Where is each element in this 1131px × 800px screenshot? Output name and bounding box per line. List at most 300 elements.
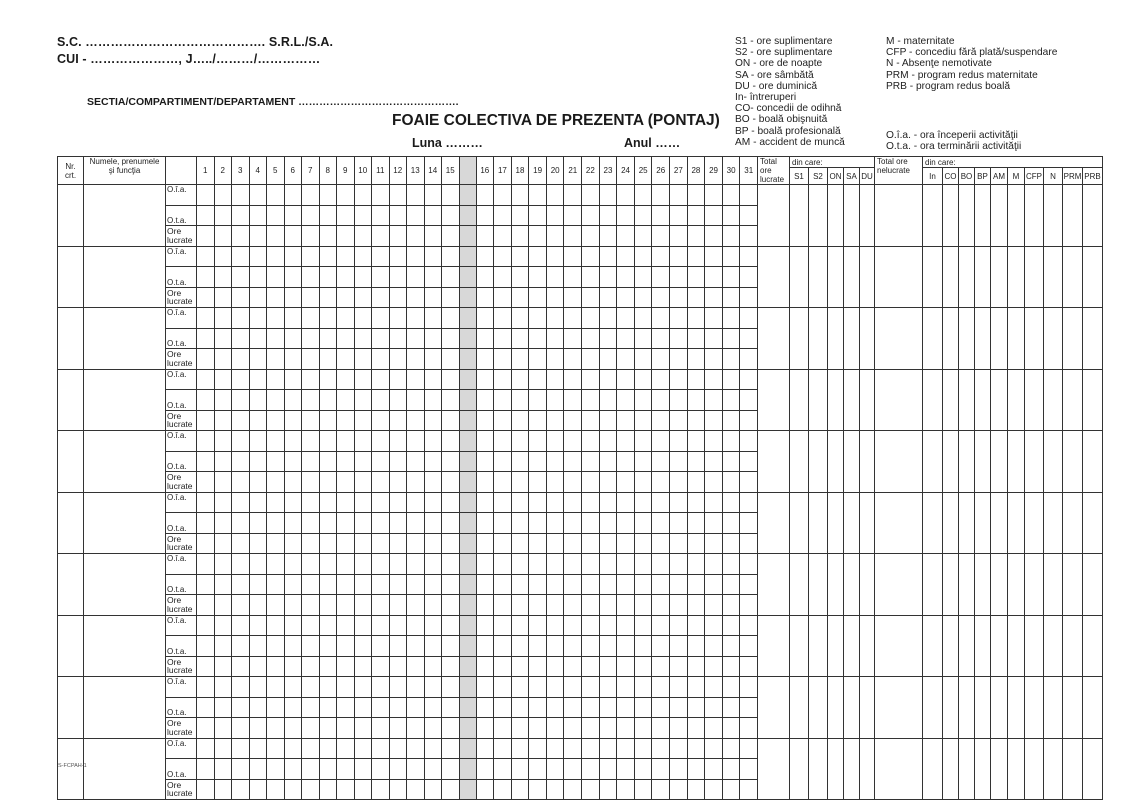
- cell-day[interactable]: [634, 656, 652, 677]
- cell-worked-code[interactable]: [844, 431, 860, 493]
- cell-day[interactable]: [582, 779, 600, 800]
- cell-worked-code[interactable]: [790, 492, 809, 554]
- cell-day[interactable]: [722, 718, 740, 739]
- cell-day[interactable]: [634, 451, 652, 472]
- cell-day[interactable]: [214, 308, 232, 329]
- cell-worked-code[interactable]: [844, 246, 860, 308]
- cell-day[interactable]: [652, 697, 670, 718]
- cell-day[interactable]: [354, 656, 372, 677]
- cell-worked-code[interactable]: [828, 246, 844, 308]
- cell-day[interactable]: [652, 410, 670, 431]
- cell-day[interactable]: [476, 554, 494, 575]
- cell-day[interactable]: [372, 410, 390, 431]
- cell-day[interactable]: [722, 779, 740, 800]
- cell-day[interactable]: [372, 451, 390, 472]
- cell-day[interactable]: [582, 451, 600, 472]
- cell-day[interactable]: [389, 636, 407, 657]
- cell-day[interactable]: [546, 328, 564, 349]
- cell-not-worked-code[interactable]: [959, 554, 975, 616]
- cell-day[interactable]: [687, 738, 705, 759]
- cell-day[interactable]: [494, 390, 512, 411]
- cell-day[interactable]: [389, 349, 407, 370]
- cell-total-worked[interactable]: [758, 554, 790, 616]
- cell-worked-code[interactable]: [860, 738, 875, 800]
- cell-not-worked-code[interactable]: [991, 677, 1008, 739]
- cell-day[interactable]: [249, 615, 267, 636]
- cell-day[interactable]: [511, 472, 529, 493]
- cell-day[interactable]: [494, 759, 512, 780]
- cell-day[interactable]: [476, 205, 494, 226]
- cell-day[interactable]: [302, 246, 320, 267]
- cell-day[interactable]: [529, 308, 547, 329]
- cell-day[interactable]: [407, 492, 425, 513]
- cell-day[interactable]: [722, 554, 740, 575]
- cell-day[interactable]: [424, 697, 442, 718]
- cell-not-worked-code[interactable]: [1044, 738, 1063, 800]
- cell-day[interactable]: [511, 595, 529, 616]
- cell-day[interactable]: [232, 595, 250, 616]
- cell-total-worked[interactable]: [758, 369, 790, 431]
- cell-day[interactable]: [546, 246, 564, 267]
- cell-day[interactable]: [302, 390, 320, 411]
- cell-day[interactable]: [546, 615, 564, 636]
- cell-day[interactable]: [232, 533, 250, 554]
- cell-not-worked-code[interactable]: [959, 431, 975, 493]
- cell-day[interactable]: [511, 718, 529, 739]
- cell-day[interactable]: [476, 410, 494, 431]
- cell-day[interactable]: [337, 636, 355, 657]
- cell-day[interactable]: [511, 390, 529, 411]
- cell-day[interactable]: [337, 369, 355, 390]
- cell-day[interactable]: [617, 595, 635, 616]
- cell-not-worked-code[interactable]: [943, 431, 959, 493]
- cell-day[interactable]: [670, 328, 688, 349]
- cell-day[interactable]: [652, 431, 670, 452]
- cell-day[interactable]: [529, 226, 547, 247]
- cell-not-worked-code[interactable]: [1083, 431, 1103, 493]
- cell-not-worked-code[interactable]: [1008, 554, 1025, 616]
- cell-day[interactable]: [407, 267, 425, 288]
- cell-day[interactable]: [214, 595, 232, 616]
- cell-day[interactable]: [302, 595, 320, 616]
- cell-day[interactable]: [284, 718, 302, 739]
- cell-day[interactable]: [284, 738, 302, 759]
- cell-day[interactable]: [354, 677, 372, 698]
- cell-day[interactable]: [529, 718, 547, 739]
- cell-nr-crt[interactable]: [58, 677, 84, 739]
- cell-day[interactable]: [670, 677, 688, 698]
- cell-day[interactable]: [476, 738, 494, 759]
- cell-day[interactable]: [494, 615, 512, 636]
- cell-nr-crt[interactable]: [58, 308, 84, 370]
- cell-worked-code[interactable]: [844, 677, 860, 739]
- cell-day[interactable]: [476, 349, 494, 370]
- cell-day[interactable]: [424, 226, 442, 247]
- cell-day[interactable]: [529, 595, 547, 616]
- cell-day[interactable]: [652, 677, 670, 698]
- cell-day[interactable]: [582, 390, 600, 411]
- cell-day[interactable]: [687, 513, 705, 534]
- cell-day[interactable]: [337, 718, 355, 739]
- cell-day[interactable]: [372, 246, 390, 267]
- cell-day[interactable]: [214, 369, 232, 390]
- cell-day[interactable]: [582, 574, 600, 595]
- cell-day[interactable]: [511, 656, 529, 677]
- cell-day[interactable]: [511, 697, 529, 718]
- cell-day[interactable]: [302, 226, 320, 247]
- cell-day[interactable]: [372, 267, 390, 288]
- cell-worked-code[interactable]: [809, 308, 828, 370]
- cell-day[interactable]: [705, 677, 723, 698]
- cell-day[interactable]: [511, 759, 529, 780]
- cell-day[interactable]: [582, 738, 600, 759]
- cell-day[interactable]: [284, 574, 302, 595]
- cell-day[interactable]: [705, 513, 723, 534]
- cell-day[interactable]: [652, 328, 670, 349]
- cell-day[interactable]: [302, 185, 320, 206]
- cell-day[interactable]: [389, 615, 407, 636]
- cell-not-worked-code[interactable]: [991, 185, 1008, 247]
- cell-day[interactable]: [354, 328, 372, 349]
- cell-day[interactable]: [670, 779, 688, 800]
- cell-name-function[interactable]: [84, 677, 166, 739]
- cell-day[interactable]: [214, 226, 232, 247]
- cell-day[interactable]: [652, 615, 670, 636]
- cell-not-worked-code[interactable]: [923, 492, 943, 554]
- cell-not-worked-code[interactable]: [975, 615, 991, 677]
- cell-worked-code[interactable]: [844, 369, 860, 431]
- cell-day[interactable]: [599, 636, 617, 657]
- cell-day[interactable]: [197, 779, 215, 800]
- cell-worked-code[interactable]: [828, 369, 844, 431]
- cell-day[interactable]: [197, 308, 215, 329]
- cell-day[interactable]: [372, 759, 390, 780]
- cell-day[interactable]: [319, 369, 337, 390]
- cell-not-worked-code[interactable]: [991, 492, 1008, 554]
- cell-day[interactable]: [389, 492, 407, 513]
- cell-not-worked-code[interactable]: [1083, 369, 1103, 431]
- cell-day[interactable]: [442, 328, 460, 349]
- cell-day[interactable]: [232, 390, 250, 411]
- cell-not-worked-code[interactable]: [991, 738, 1008, 800]
- cell-day[interactable]: [232, 615, 250, 636]
- cell-day[interactable]: [722, 431, 740, 452]
- cell-not-worked-code[interactable]: [1025, 308, 1044, 370]
- cell-day[interactable]: [424, 656, 442, 677]
- cell-day[interactable]: [267, 226, 285, 247]
- cell-day[interactable]: [214, 246, 232, 267]
- cell-worked-code[interactable]: [828, 431, 844, 493]
- cell-worked-code[interactable]: [844, 185, 860, 247]
- cell-not-worked-code[interactable]: [1044, 554, 1063, 616]
- cell-day[interactable]: [372, 595, 390, 616]
- cell-day[interactable]: [546, 779, 564, 800]
- cell-day[interactable]: [511, 328, 529, 349]
- cell-day[interactable]: [494, 267, 512, 288]
- cell-day[interactable]: [687, 636, 705, 657]
- cell-worked-code[interactable]: [790, 677, 809, 739]
- cell-day[interactable]: [476, 308, 494, 329]
- cell-day[interactable]: [407, 185, 425, 206]
- cell-day[interactable]: [442, 574, 460, 595]
- cell-worked-code[interactable]: [844, 308, 860, 370]
- cell-day[interactable]: [494, 533, 512, 554]
- cell-day[interactable]: [705, 656, 723, 677]
- cell-day[interactable]: [564, 451, 582, 472]
- cell-day[interactable]: [494, 677, 512, 698]
- cell-day[interactable]: [740, 185, 758, 206]
- cell-day[interactable]: [319, 308, 337, 329]
- cell-day[interactable]: [319, 554, 337, 575]
- cell-day[interactable]: [494, 328, 512, 349]
- cell-day[interactable]: [529, 513, 547, 534]
- cell-worked-code[interactable]: [809, 246, 828, 308]
- cell-day[interactable]: [740, 636, 758, 657]
- cell-day[interactable]: [232, 431, 250, 452]
- cell-day[interactable]: [249, 513, 267, 534]
- cell-day[interactable]: [582, 369, 600, 390]
- cell-day[interactable]: [214, 779, 232, 800]
- cell-day[interactable]: [476, 328, 494, 349]
- cell-day[interactable]: [599, 369, 617, 390]
- cell-day[interactable]: [634, 574, 652, 595]
- cell-day[interactable]: [617, 226, 635, 247]
- cell-day[interactable]: [617, 513, 635, 534]
- cell-day[interactable]: [389, 472, 407, 493]
- cell-day[interactable]: [267, 513, 285, 534]
- cell-day[interactable]: [389, 677, 407, 698]
- cell-day[interactable]: [249, 718, 267, 739]
- cell-day[interactable]: [442, 349, 460, 370]
- cell-day[interactable]: [634, 369, 652, 390]
- cell-not-worked-code[interactable]: [943, 554, 959, 616]
- cell-worked-code[interactable]: [809, 369, 828, 431]
- cell-day[interactable]: [232, 738, 250, 759]
- cell-day[interactable]: [214, 328, 232, 349]
- cell-day[interactable]: [214, 349, 232, 370]
- cell-worked-code[interactable]: [828, 677, 844, 739]
- cell-day[interactable]: [267, 677, 285, 698]
- cell-day[interactable]: [599, 287, 617, 308]
- cell-day[interactable]: [267, 595, 285, 616]
- cell-day[interactable]: [740, 287, 758, 308]
- cell-day[interactable]: [267, 410, 285, 431]
- cell-day[interactable]: [511, 554, 529, 575]
- cell-day[interactable]: [670, 267, 688, 288]
- cell-day[interactable]: [511, 349, 529, 370]
- cell-day[interactable]: [617, 267, 635, 288]
- cell-day[interactable]: [582, 492, 600, 513]
- cell-day[interactable]: [705, 328, 723, 349]
- cell-day[interactable]: [424, 636, 442, 657]
- cell-day[interactable]: [476, 615, 494, 636]
- cell-day[interactable]: [494, 554, 512, 575]
- cell-day[interactable]: [354, 697, 372, 718]
- cell-day[interactable]: [197, 267, 215, 288]
- cell-not-worked-code[interactable]: [1083, 492, 1103, 554]
- cell-day[interactable]: [740, 308, 758, 329]
- cell-day[interactable]: [740, 492, 758, 513]
- cell-day[interactable]: [214, 267, 232, 288]
- cell-day[interactable]: [319, 697, 337, 718]
- cell-day[interactable]: [337, 246, 355, 267]
- cell-day[interactable]: [442, 513, 460, 534]
- cell-day[interactable]: [705, 554, 723, 575]
- cell-day[interactable]: [582, 677, 600, 698]
- cell-day[interactable]: [354, 410, 372, 431]
- cell-worked-code[interactable]: [828, 554, 844, 616]
- cell-day[interactable]: [442, 615, 460, 636]
- cell-day[interactable]: [442, 656, 460, 677]
- cell-day[interactable]: [740, 513, 758, 534]
- cell-day[interactable]: [529, 472, 547, 493]
- cell-day[interactable]: [546, 595, 564, 616]
- cell-day[interactable]: [442, 369, 460, 390]
- cell-day[interactable]: [617, 533, 635, 554]
- cell-day[interactable]: [722, 451, 740, 472]
- cell-day[interactable]: [372, 472, 390, 493]
- cell-not-worked-code[interactable]: [1008, 492, 1025, 554]
- cell-day[interactable]: [197, 738, 215, 759]
- cell-day[interactable]: [372, 308, 390, 329]
- cell-day[interactable]: [372, 205, 390, 226]
- cell-day[interactable]: [670, 246, 688, 267]
- cell-day[interactable]: [197, 697, 215, 718]
- cell-day[interactable]: [354, 472, 372, 493]
- cell-day[interactable]: [511, 492, 529, 513]
- cell-day[interactable]: [511, 738, 529, 759]
- cell-day[interactable]: [511, 308, 529, 329]
- cell-day[interactable]: [687, 185, 705, 206]
- cell-not-worked-code[interactable]: [975, 308, 991, 370]
- cell-day[interactable]: [372, 615, 390, 636]
- cell-not-worked-code[interactable]: [1063, 185, 1083, 247]
- cell-day[interactable]: [284, 656, 302, 677]
- cell-day[interactable]: [407, 513, 425, 534]
- cell-worked-code[interactable]: [860, 369, 875, 431]
- cell-day[interactable]: [319, 779, 337, 800]
- cell-day[interactable]: [372, 656, 390, 677]
- cell-day[interactable]: [511, 615, 529, 636]
- cell-day[interactable]: [511, 226, 529, 247]
- cell-not-worked-code[interactable]: [991, 369, 1008, 431]
- cell-day[interactable]: [302, 349, 320, 370]
- cell-day[interactable]: [634, 431, 652, 452]
- cell-worked-code[interactable]: [860, 308, 875, 370]
- cell-day[interactable]: [494, 431, 512, 452]
- cell-day[interactable]: [494, 656, 512, 677]
- cell-day[interactable]: [634, 472, 652, 493]
- cell-day[interactable]: [617, 656, 635, 677]
- cell-day[interactable]: [599, 554, 617, 575]
- cell-day[interactable]: [494, 595, 512, 616]
- cell-day[interactable]: [652, 779, 670, 800]
- cell-day[interactable]: [705, 349, 723, 370]
- cell-day[interactable]: [652, 718, 670, 739]
- cell-not-worked-code[interactable]: [923, 615, 943, 677]
- cell-not-worked-code[interactable]: [1008, 738, 1025, 800]
- cell-day[interactable]: [389, 431, 407, 452]
- cell-not-worked-code[interactable]: [1063, 554, 1083, 616]
- cell-not-worked-code[interactable]: [975, 246, 991, 308]
- cell-day[interactable]: [529, 390, 547, 411]
- cell-day[interactable]: [424, 472, 442, 493]
- cell-day[interactable]: [284, 185, 302, 206]
- cell-day[interactable]: [652, 656, 670, 677]
- cell-day[interactable]: [267, 287, 285, 308]
- cell-day[interactable]: [249, 759, 267, 780]
- cell-name-function[interactable]: [84, 615, 166, 677]
- cell-day[interactable]: [214, 636, 232, 657]
- cell-day[interactable]: [564, 472, 582, 493]
- cell-day[interactable]: [267, 656, 285, 677]
- cell-day[interactable]: [494, 738, 512, 759]
- cell-not-worked-code[interactable]: [959, 492, 975, 554]
- cell-day[interactable]: [337, 328, 355, 349]
- cell-day[interactable]: [617, 410, 635, 431]
- cell-not-worked-code[interactable]: [1025, 492, 1044, 554]
- cell-day[interactable]: [705, 697, 723, 718]
- cell-day[interactable]: [687, 533, 705, 554]
- cell-day[interactable]: [722, 410, 740, 431]
- cell-day[interactable]: [424, 349, 442, 370]
- cell-day[interactable]: [319, 267, 337, 288]
- cell-day[interactable]: [705, 410, 723, 431]
- cell-worked-code[interactable]: [828, 185, 844, 247]
- cell-day[interactable]: [617, 451, 635, 472]
- cell-not-worked-code[interactable]: [1083, 554, 1103, 616]
- cell-day[interactable]: [476, 431, 494, 452]
- cell-day[interactable]: [546, 349, 564, 370]
- cell-day[interactable]: [354, 451, 372, 472]
- cell-nr-crt[interactable]: [58, 615, 84, 677]
- cell-worked-code[interactable]: [860, 185, 875, 247]
- cell-not-worked-code[interactable]: [1063, 246, 1083, 308]
- cell-day[interactable]: [599, 410, 617, 431]
- cell-nr-crt[interactable]: [58, 431, 84, 493]
- cell-day[interactable]: [232, 226, 250, 247]
- cell-day[interactable]: [546, 472, 564, 493]
- cell-day[interactable]: [511, 287, 529, 308]
- cell-day[interactable]: [740, 431, 758, 452]
- cell-day[interactable]: [529, 328, 547, 349]
- cell-day[interactable]: [652, 759, 670, 780]
- cell-day[interactable]: [319, 410, 337, 431]
- cell-worked-code[interactable]: [790, 615, 809, 677]
- cell-day[interactable]: [389, 369, 407, 390]
- cell-day[interactable]: [302, 328, 320, 349]
- cell-not-worked-code[interactable]: [923, 677, 943, 739]
- cell-day[interactable]: [634, 205, 652, 226]
- cell-day[interactable]: [617, 472, 635, 493]
- cell-day[interactable]: [722, 246, 740, 267]
- cell-day[interactable]: [546, 308, 564, 329]
- cell-day[interactable]: [687, 574, 705, 595]
- cell-day[interactable]: [670, 205, 688, 226]
- cell-day[interactable]: [476, 779, 494, 800]
- cell-day[interactable]: [494, 185, 512, 206]
- cell-worked-code[interactable]: [790, 185, 809, 247]
- cell-day[interactable]: [319, 513, 337, 534]
- cell-day[interactable]: [652, 574, 670, 595]
- cell-day[interactable]: [249, 697, 267, 718]
- cell-day[interactable]: [476, 287, 494, 308]
- cell-day[interactable]: [740, 595, 758, 616]
- cell-day[interactable]: [740, 738, 758, 759]
- cell-nr-crt[interactable]: [58, 492, 84, 554]
- cell-not-worked-code[interactable]: [923, 369, 943, 431]
- cell-day[interactable]: [267, 390, 285, 411]
